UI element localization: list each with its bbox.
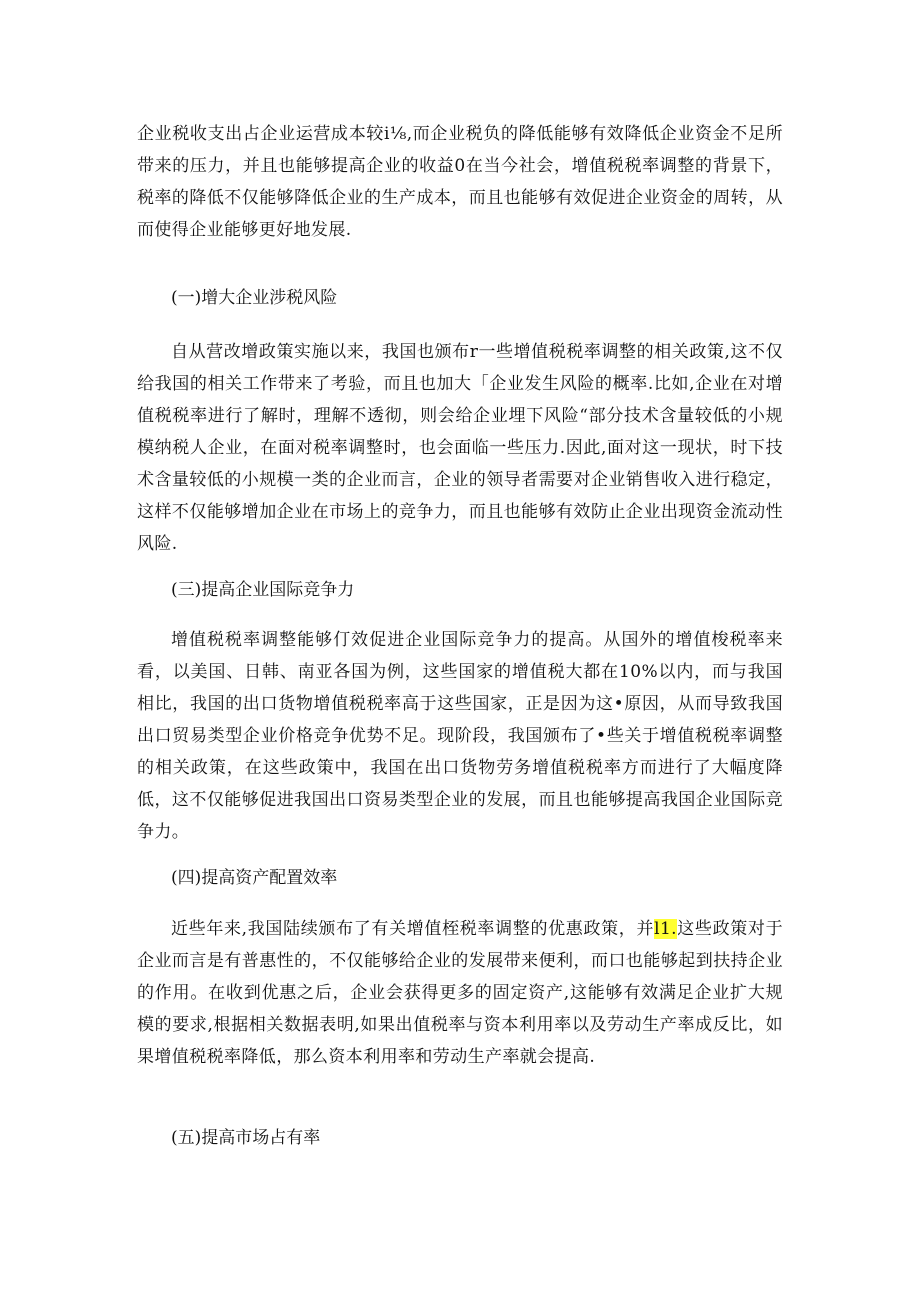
heading-market-share: (五)提高市场占有率 bbox=[171, 1128, 321, 1148]
paragraph-international-competitiveness: 增值税税率调整能够仃效促进企业国际竞争力的提高。从国外的增值梭税率来看，以美国、日韩、南亚各国为例，这些国家的增值税大都在10%以内，而与我国相比，我国的出口货物增值税税率高于这些国家，正是因为这•原因，从而导致我国出口贸易类型企业价格竞争优势不足。现阶段，我国颁布了•些关于增值税税率调整的相关政策，在这些政策中，我国在出口货物劳务增值税税率方而进行了大幅度降低，这不仅能够促进我国出口资易类型企业的发展，而且也能够提高我国企业国际竞争力。 bbox=[137, 630, 783, 842]
paragraph-tax-cost: 企业税收支出占企业运营成本较i⅛,而企业税负的降低能够有效降低企业资金不足所带来的压力，并且也能够提高企业的收益0在当今社会，增值税税率调整的背景下，税率的降低不仅能够降低企业的生产成本，而且也能够有效促进企业资金的周转，从而使得企业能够更好地发展. bbox=[137, 124, 783, 240]
highlighted-reference-mark: l1. bbox=[654, 919, 677, 939]
paragraph-tax-risk: 自从营改增政策实施以来，我国也颁布r一些增值税税率调整的相关政策,这不仅给我国的相关工作带来了考验，而且也加大「企业发生风险的概率.比如,企业在对增值税税率进行了解时，理解不透彻，则会给企业埋下风险“部分技术含量较低的小规模纳税人企业，在面对税率调整时，也会面临一些压力.因此,面对这一现状，时下技术含量较低的小规模一类的企业而言，企业的领导者需要对企业销售收入进行稳定，这样不仅能够增加企业在市场上的竞争力，而且也能够有效防止企业出现资金流动性风险. bbox=[137, 342, 783, 554]
paragraph-text-start: 近些年来,我国陆续颁布了有关增值桎税率调整的优惠政策，并 bbox=[171, 919, 655, 939]
heading-asset-allocation: (四)提高资产配置效率 bbox=[171, 868, 338, 888]
heading-international-competitiveness: (三)提高企业国际竞争力 bbox=[171, 580, 355, 600]
heading-tax-risk: (一)增大企业涉税风险 bbox=[171, 288, 338, 308]
paragraph-asset-allocation bbox=[137, 913, 783, 1073]
paragraph-text-end: 这些政策对于企业而言是有普惠性的，不仅能够给企业的发展带来便利，而口也能够起到扶持企业的作用。在收到优惠之后，企业会获得更多的固定资产,这能够有效满足企业扩大规模的要求,根据相关数据表明,如果出值税率与资本利用率以及劳动生产率成反比，如果增值税税率降低，那么资本利用率和劳动生产率就会提高. bbox=[137, 919, 783, 1067]
